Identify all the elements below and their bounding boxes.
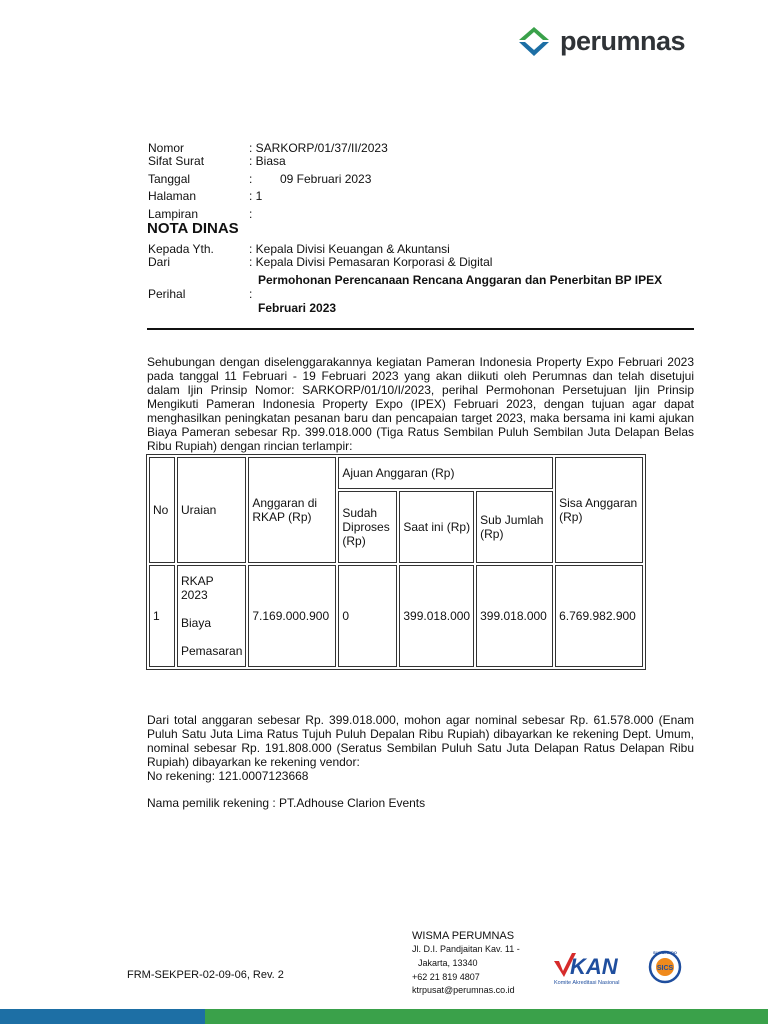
header-sudah: Sudah Diproses (Rp) xyxy=(338,491,397,563)
table-row xyxy=(149,565,643,667)
perihal-line-1: Permohonan Perencanaan Rencana Anggaran dan Penerbitan BP IPEX xyxy=(258,273,663,287)
tanggal-value: 09 Februari 2023 xyxy=(280,172,372,186)
kan-sucofindo-badge xyxy=(552,945,682,987)
nomor-label: Nomor xyxy=(148,141,185,155)
cell-sub: 399.018.000 xyxy=(476,565,553,667)
dari-label: Dari xyxy=(148,255,171,269)
header-saat: Saat ini (Rp) xyxy=(399,491,474,563)
header-anggaran: Anggaran di RKAP (Rp) xyxy=(248,457,336,563)
header-divider xyxy=(147,328,694,330)
kan-subtitle: Komite Akreditasi Nasional xyxy=(554,980,620,986)
closing-paragraph: Dari total anggaran sebesar Rp. 399.018.000, mohon agar nominal sebesar Rp. 61.578.000 (Enam Puluh Satu Juta Lima Ratus Tujuh Puluh Depalan Ribu Rupiah) dibayarkan ke rekening Dept. Umum, nominal sebesar Rp. 191.808.000 (Seratus Sembilan Puluh Satu Juta Delapan Ratus Delapan Ribu Rupiah) dibayarkan ke rekening vendor: xyxy=(147,713,694,769)
sucofindo-text: SUCOFINDO xyxy=(653,950,677,955)
header-ajuan: Ajuan Anggaran (Rp) xyxy=(338,457,553,489)
table-header-row xyxy=(149,457,643,489)
sics-text: SICS xyxy=(656,965,674,972)
perihal-label: Perihal xyxy=(148,287,186,301)
budget-table xyxy=(146,454,646,670)
office-address-2: Jakarta, 13340 xyxy=(418,958,478,968)
nomor-value: : SARKORP/01/37/II/2023 xyxy=(249,141,388,155)
tanggal-colon: : xyxy=(249,172,253,186)
sifat-label: Sifat Surat xyxy=(148,154,205,168)
cell-no: 1 xyxy=(149,565,175,667)
sifat-value: : Biasa xyxy=(249,154,286,168)
document-title: NOTA DINAS xyxy=(147,220,239,237)
halaman-label: Halaman xyxy=(148,189,197,203)
account-owner: Nama pemilik rekening : PT.Adhouse Clarion Events xyxy=(147,796,426,810)
footer-color-bar xyxy=(0,1009,768,1024)
cell-uraian-line-3: Pemasaran xyxy=(181,644,243,658)
tanggal-label: Tanggal xyxy=(148,172,191,186)
house-logo-icon xyxy=(519,27,549,56)
office-email: ktrpusat@perumnas.co.id xyxy=(412,985,515,995)
office-name: WISMA PERUMNAS xyxy=(412,930,515,942)
cell-uraian-line-1: RKAP 2023 xyxy=(181,574,214,602)
cell-sisa: 6.769.982.900 xyxy=(555,565,643,667)
perihal-line-2: Februari 2023 xyxy=(258,301,337,315)
perihal-colon: : xyxy=(249,287,253,301)
kepada-value: : Kepala Divisi Keuangan & Akuntansi xyxy=(249,242,450,256)
form-code: FRM-SEKPER-02-09-06, Rev. 2 xyxy=(127,969,284,981)
dari-value: : Kepala Divisi Pemasaran Korporasi & Digital xyxy=(249,255,493,269)
cell-anggaran: 7.169.000.900 xyxy=(248,565,336,667)
header-no: No xyxy=(149,457,175,563)
office-phone: +62 21 819 4807 xyxy=(412,972,480,982)
cell-sudah: 0 xyxy=(338,565,397,667)
intro-paragraph: Sehubungan dengan diselenggarakannya kegiatan Pameran Indonesia Property Expo Februari 2023 pada tanggal 11 Februari - 19 Februari 2023 yang akan diikuti oleh Perumnas dan telah disetujui dalam Ijin Prinsip Nomor: SARKORP/01/10/I/2023, perihal Permohonan Persetujuan Ijin Prinsip Mengikuti Pameran Indonesia Property Expo (IPEX) Februari 2023, dengan tujuan agar dapat menghasilkan peningkatan pesanan baru dan pencapaian target 2023, maka bersama ini kami ajukan Biaya Pameran sebesar Rp. 399.018.000 (Tiga Ratus Sembilan Puluh Sembilan Juta Delapan Belas Ribu Rupiah) dengan rincian terlampir: xyxy=(147,355,694,453)
brand-name: perumnas xyxy=(560,26,686,56)
lampiran-value: : xyxy=(249,207,253,221)
kan-text: KAN xyxy=(570,954,618,979)
cell-uraian-line-2: Biaya xyxy=(181,616,212,630)
cell-uraian xyxy=(177,565,246,667)
lampiran-label: Lampiran xyxy=(148,207,199,221)
kepada-label: Kepada Yth. xyxy=(148,242,214,256)
office-address-1: Jl. D.I. Pandjaitan Kav. 11 - xyxy=(412,944,520,954)
header-sub: Sub Jumlah (Rp) xyxy=(476,491,553,563)
header-sisa: Sisa Anggaran (Rp) xyxy=(555,457,643,563)
halaman-value: : 1 xyxy=(249,189,263,203)
header-uraian: Uraian xyxy=(177,457,246,563)
cell-saat: 399.018.000 xyxy=(399,565,474,667)
account-number: No rekening: 121.0007123668 xyxy=(147,769,309,783)
